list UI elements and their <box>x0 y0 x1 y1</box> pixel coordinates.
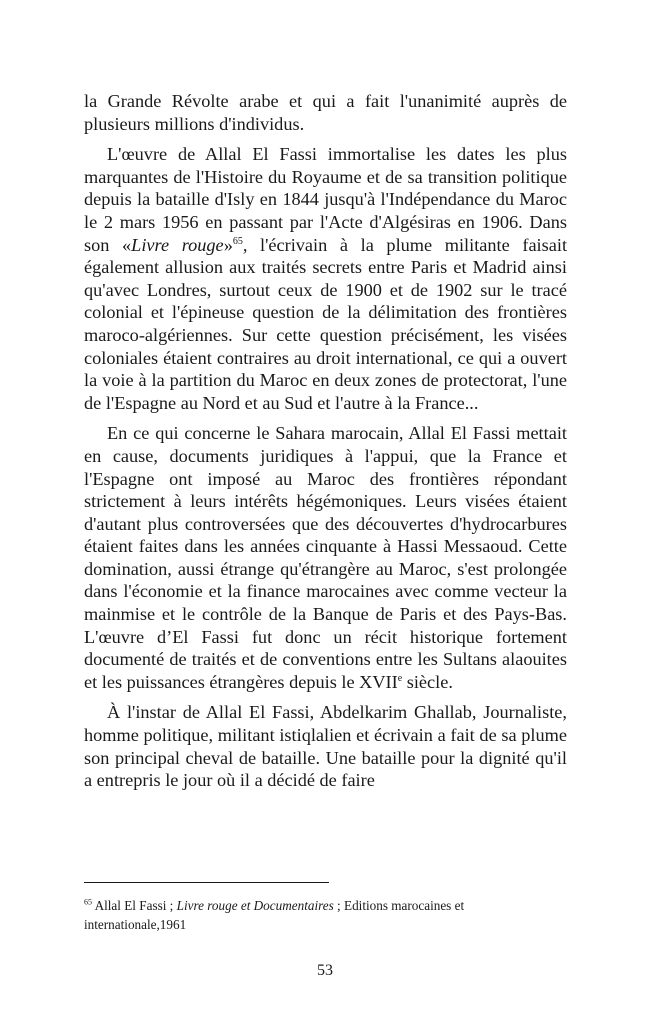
paragraph <box>84 701 567 791</box>
text-run: siècle. <box>402 671 453 692</box>
text-run: la Grande Révolte arabe et qui a fait l'unanimité auprès de plusieurs millions d'individus. <box>84 91 567 134</box>
footnote-separator <box>84 882 329 883</box>
paragraph <box>84 90 567 135</box>
footnote-number: 65 <box>84 897 92 907</box>
paragraph <box>84 143 567 414</box>
page-body <box>84 90 567 800</box>
text-run: L'œuvre de Allal El Fassi immortalise les dates les plus marquantes de l'Histoire du Royaume et de sa transition politique depuis la bataille d'Isly en 1844 jusqu'à l'Indépendance du Maroc le 2 mars 1956 en passant par l'Acte d'Algésiras en 1906. Dans son « <box>84 144 567 255</box>
footnote-title: Livre rouge et Documentaires <box>176 898 334 913</box>
text-run: En ce qui concerne le Sahara marocain, Allal El Fassi mettait en cause, documents juridiques à l'appui, que la France et l'Espagne ont imposé au Maroc des frontières répondant strictement à leurs intérêts hégémoniques. Leurs visées étaient d'autant plus controversées que des découvertes d'hydrocarbures étaient faites dans les années cinquante à Hassi Messaoud. Cette domination, aussi étrange qu'étrangère au Maroc, s'est prolongée dans l'économie et la finance marocaines avec comme vecteur la mainmise et le contrôle de la Banque de Paris et des Pays-Bas. L'œuvre d’El Fassi fut donc un récit historique fortement documenté de traités et de conventions entre les Sultans alaouites et les puissances étrangères depuis le XVII <box>84 423 567 692</box>
italic-title: Livre rouge <box>131 234 224 255</box>
paragraph <box>84 422 567 693</box>
text-run: À l'instar de Allal El Fassi, Abdelkarim Ghallab, Journaliste, homme politique, militant istiqlalien et écrivain a fait de sa plume son principal cheval de bataille. Une bataille pour la dignité qu'il a entrepris le jour où il a décidé de faire <box>84 702 567 791</box>
text-run: , l'écrivain à la plume militante faisait également allusion aux traités secrets entre Paris et Madrid ainsi qu'avec Londres, surtout ceux de 1900 et de 1902 sur le tracé colonial et l'épineuse question de la délimitation des frontières maroco-algériennes. Sur cette question précisément, les visées coloniales étaient contraires au droit international, ce qui a ouvert la voie à la partition du Maroc en deux zones de protectorat, l'une de l'Espagne au Nord et au Sud et l'autre à la France... <box>84 234 568 413</box>
footnote-author: Allal El Fassi ; <box>92 898 177 913</box>
footnote <box>84 896 567 934</box>
footnote-publisher: ; Editions marocaines et internationale,1961 <box>84 898 465 932</box>
superscript: e <box>397 672 403 684</box>
superscript: 65 <box>232 235 243 247</box>
text-run: » <box>223 234 233 255</box>
page-number: 53 <box>317 962 333 979</box>
